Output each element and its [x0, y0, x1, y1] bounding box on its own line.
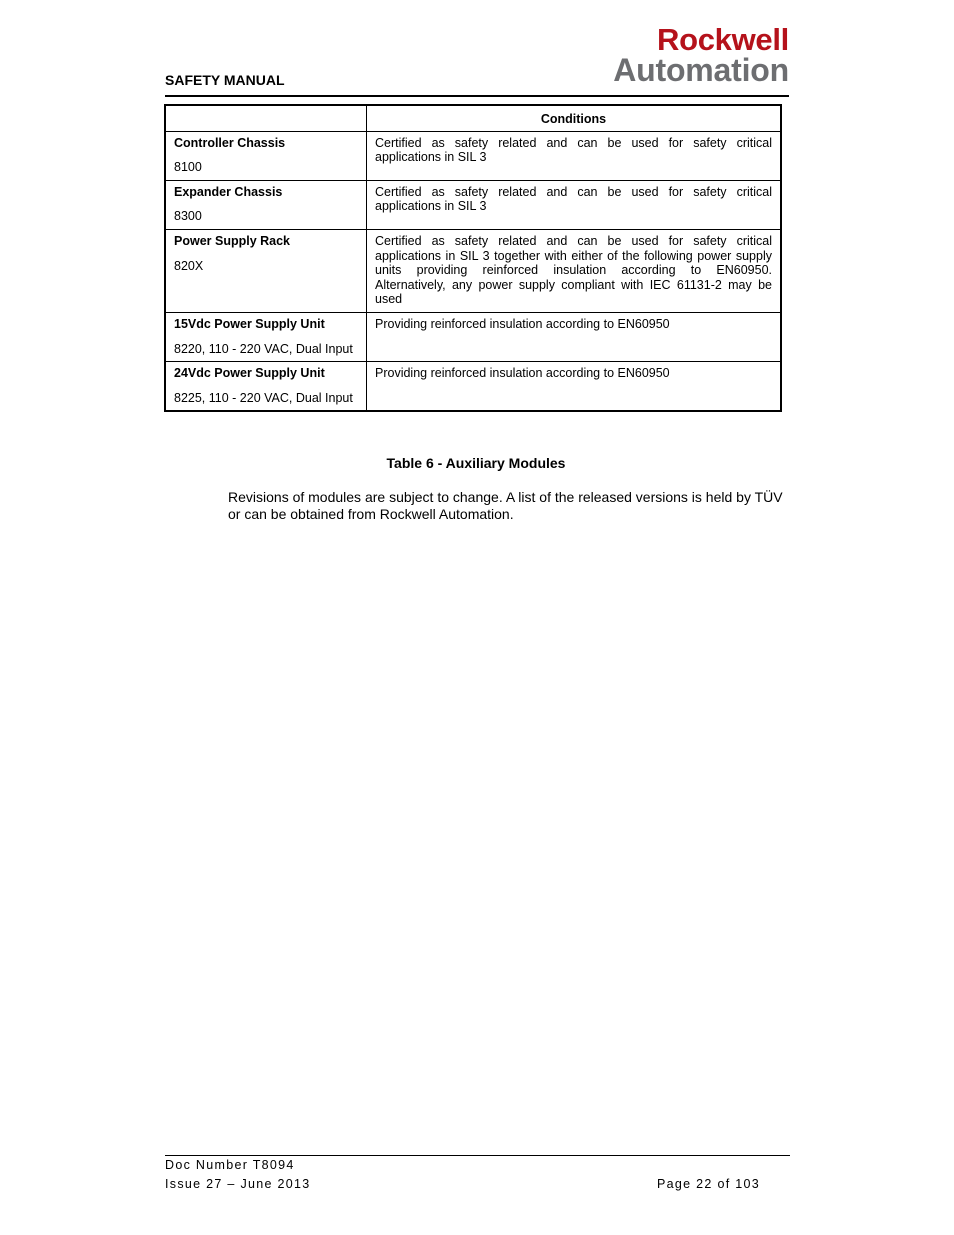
module-id: 8220, 110 - 220 VAC, Dual Input	[174, 341, 353, 356]
module-id: 8100	[174, 160, 202, 175]
condition-cell: Certified as safety related and can be used for safety critical applications in SIL 3	[367, 180, 782, 229]
module-name: 24Vdc Power Supply Unit	[174, 366, 325, 381]
footer-divider	[165, 1155, 790, 1156]
module-cell	[165, 229, 367, 312]
table-header-row	[165, 105, 781, 131]
table-row	[165, 180, 781, 229]
module-cell	[165, 362, 367, 412]
module-name: Controller Chassis	[174, 135, 286, 150]
footer-doc-number: Doc Number T8094	[165, 1158, 295, 1172]
module-id: 8300	[174, 209, 202, 224]
condition-cell: Providing reinforced insulation according to EN60950	[367, 362, 782, 412]
logo-bottom-text: Automation	[613, 52, 789, 88]
condition-cell: Providing reinforced insulation according to EN60950	[367, 312, 782, 361]
table-row	[165, 131, 781, 180]
footer-issue: Issue 27 – June 2013	[165, 1177, 311, 1191]
module-id: 8225, 110 - 220 VAC, Dual Input	[174, 390, 353, 405]
header-divider	[165, 95, 789, 97]
document-title: SAFETY MANUAL	[165, 72, 285, 88]
module-cell	[165, 180, 367, 229]
table-header-conditions: Conditions	[367, 105, 782, 131]
table-caption: Table 6 - Auxiliary Modules	[386, 455, 566, 471]
module-cell	[165, 131, 367, 180]
table-row	[165, 362, 781, 412]
revisions-paragraph: Revisions of modules are subject to change. A list of the released versions is held by TÜV or can be obtained from Rockwell Automation.	[228, 489, 783, 522]
module-cell	[165, 312, 367, 361]
condition-cell: Certified as safety related and can be used for safety critical applications in SIL 3	[367, 131, 782, 180]
table-row	[165, 229, 781, 312]
auxiliary-modules-table	[164, 104, 782, 412]
condition-cell: Certified as safety related and can be used for safety critical applications in SIL 3 together with either of the following power supply units providing reinforced insulation according to EN60950. Alternatively, any power supply compliant with IEC 61131-2 may be used	[367, 229, 782, 312]
table-row	[165, 312, 781, 361]
module-name: Power Supply Rack	[174, 233, 291, 248]
rockwell-automation-logo	[552, 24, 789, 88]
logo-top-text: Rockwell	[657, 22, 789, 57]
module-id: 820X	[174, 258, 204, 273]
module-name: 15Vdc Power Supply Unit	[174, 316, 325, 331]
footer-page-number: Page 22 of 103	[657, 1177, 760, 1191]
module-name: Expander Chassis	[174, 184, 283, 199]
table-header-module	[165, 105, 367, 131]
